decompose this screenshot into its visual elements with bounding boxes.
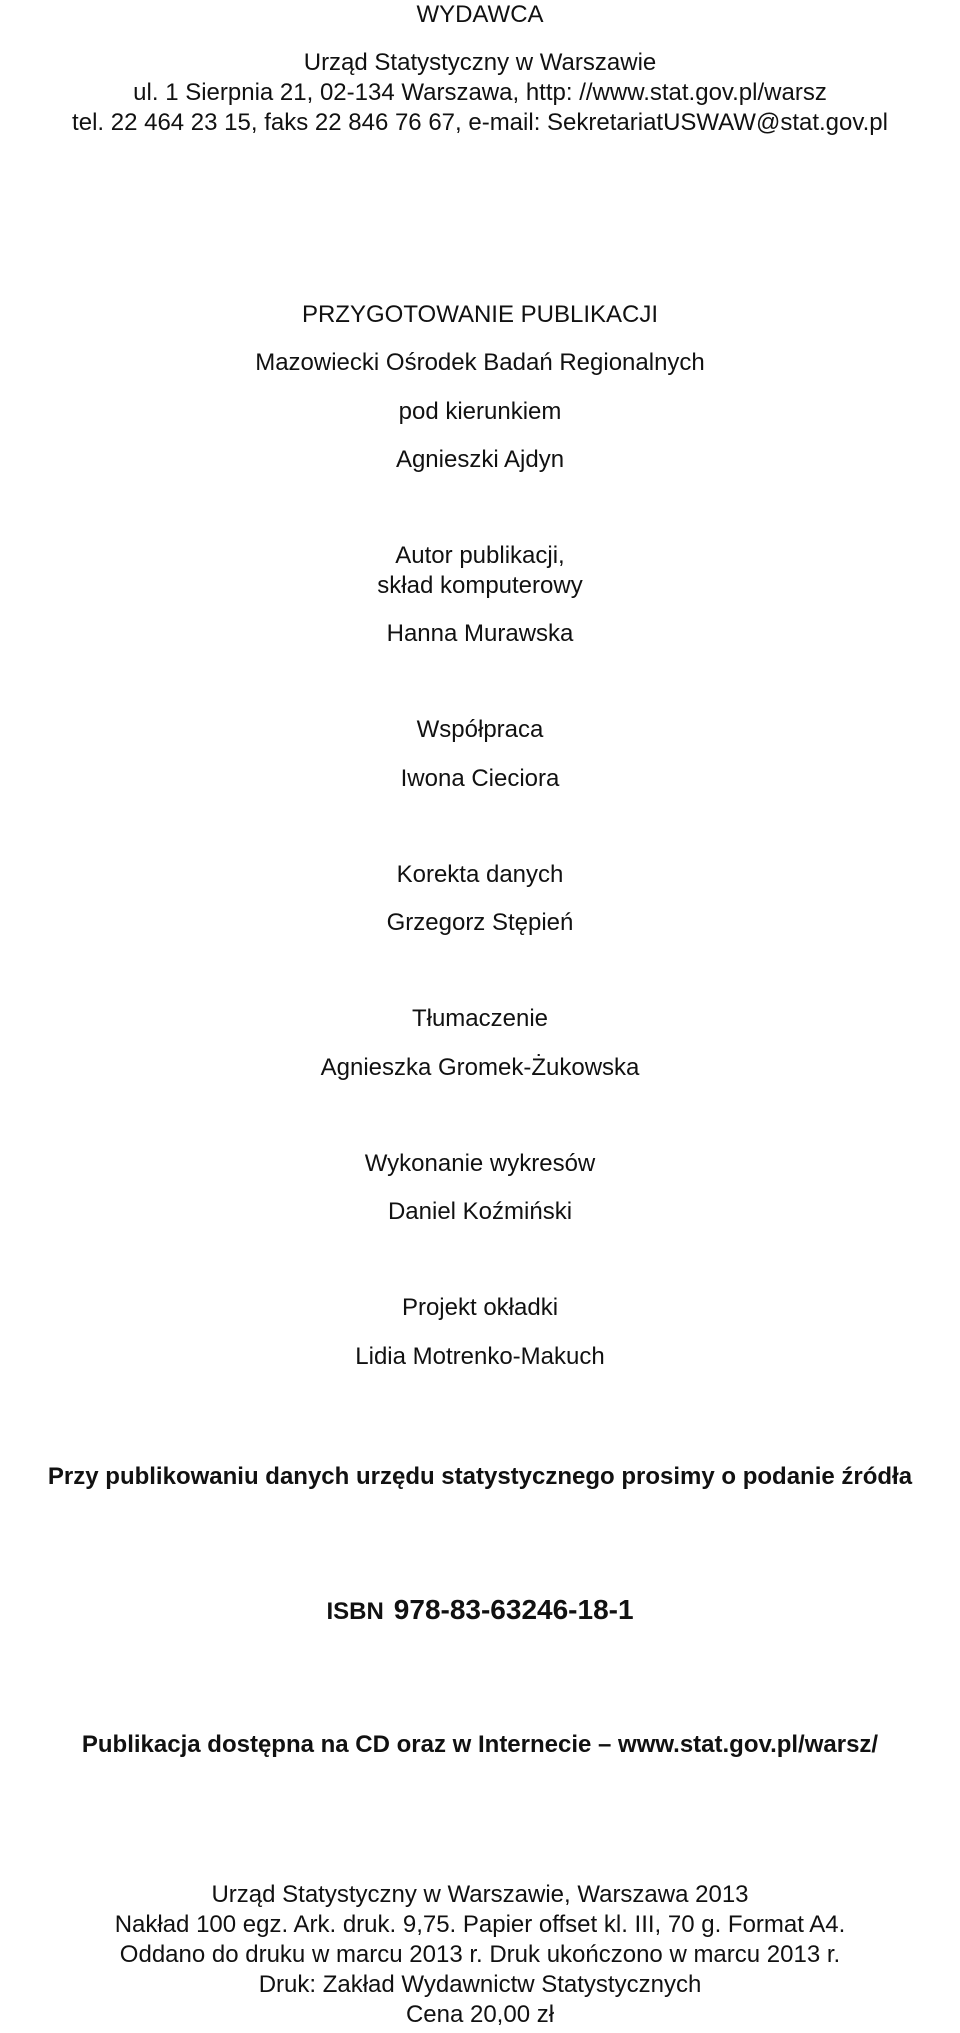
publisher-address: ul. 1 Sierpnia 21, 02-134 Warszawa, http: //www.stat.gov.pl/warsz	[133, 79, 827, 106]
cooperation-label: Współpraca	[416, 716, 544, 743]
publisher-name: Urząd Statystyczny w Warszawie	[303, 49, 657, 76]
availability-notice: Publikacja dostępna na CD oraz w Internecie – www.stat.gov.pl/warsz/	[81, 1731, 879, 1758]
author-label-2: skład komputerowy	[377, 572, 583, 599]
preparation-heading: PRZYGOTOWANIE PUBLIKACJI	[301, 301, 659, 328]
author-label-1: Autor publikacji,	[395, 542, 565, 569]
director-name: Agnieszki Ajdyn	[395, 446, 565, 473]
isbn-line	[0, 1596, 960, 1626]
isbn-label: ISBN	[326, 1598, 384, 1625]
imprint-line-2: Nakład 100 egz. Ark. druk. 9,75. Papier offset kl. III, 70 g. Format A4.	[114, 1911, 846, 1938]
citation-notice: Przy publikowaniu danych urzędu statystycznego prosimy o podanie źródła	[47, 1463, 913, 1490]
cooperation-name: Iwona Cieciora	[400, 765, 560, 792]
imprint-price: Cena 20,00 zł	[405, 2001, 555, 2028]
charts-label: Wykonanie wykresów	[364, 1150, 596, 1177]
author-name: Hanna Murawska	[386, 620, 574, 647]
preparation-unit: Mazowiecki Ośrodek Badań Regionalnych	[255, 349, 705, 376]
publisher-heading: WYDAWCA	[416, 1, 544, 28]
cover-name: Lidia Motrenko-Makuch	[355, 1343, 605, 1370]
charts-name: Daniel Koźmiński	[387, 1198, 573, 1225]
translation-label: Tłumaczenie	[411, 1005, 549, 1032]
cover-label: Projekt okładki	[401, 1294, 559, 1321]
proofreading-name: Grzegorz Stępień	[386, 909, 574, 936]
direction-label: pod kierunkiem	[398, 398, 562, 425]
publisher-contact: tel. 22 464 23 15, faks 22 846 76 67, e-mail: SekretariatUSWAW@stat.gov.pl	[72, 109, 888, 136]
imprint-line-4: Druk: Zakład Wydawnictw Statystycznych	[258, 1971, 702, 1998]
proofreading-label: Korekta danych	[396, 861, 564, 888]
imprint-line-3: Oddano do druku w marcu 2013 r. Druk ukończono w marcu 2013 r.	[119, 1941, 841, 1968]
translation-name: Agnieszka Gromek-Żukowska	[320, 1054, 640, 1081]
imprint-line-1: Urząd Statystyczny w Warszawie, Warszawa 2013	[211, 1881, 749, 1908]
isbn-number: 978-83-63246-18-1	[393, 1594, 634, 1625]
